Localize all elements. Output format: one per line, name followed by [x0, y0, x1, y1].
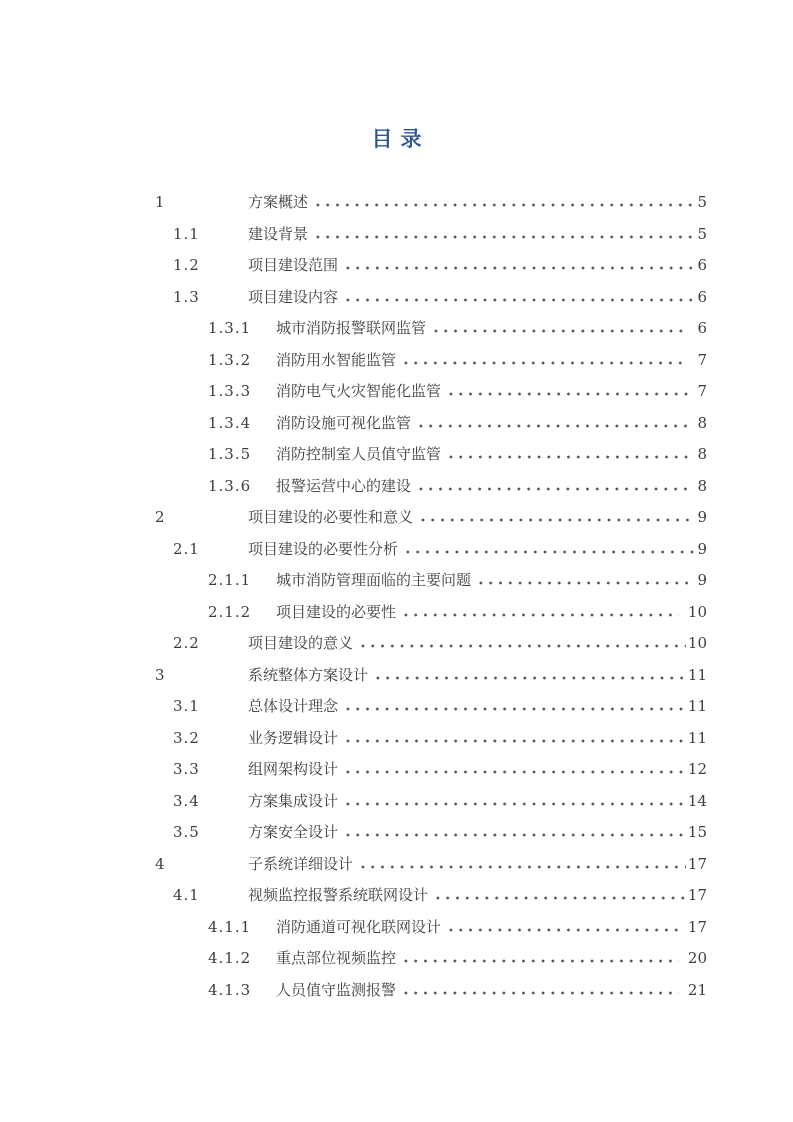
toc-entry-title: 业务逻辑设计 [248, 728, 339, 747]
dot-leader [433, 896, 686, 900]
toc-entry-page: 8 [697, 476, 707, 495]
toc-entry-title: 消防用水智能监管 [276, 350, 397, 369]
toc-row[interactable] [0, 187, 793, 219]
toc-title: 目录 [371, 126, 430, 151]
toc-entry-title: 项目建设的必要性 [276, 602, 397, 621]
toc-entry-page: 20 [687, 949, 707, 967]
toc-entry-number: 1.2 [173, 256, 200, 274]
dot-leader [401, 991, 679, 995]
dot-leader [446, 392, 688, 396]
toc-entry-number: 2.1.1 [208, 571, 252, 589]
toc-row[interactable] [0, 786, 793, 818]
toc-list [0, 187, 793, 1006]
toc-row[interactable] [0, 943, 793, 975]
toc-entry-page: 5 [697, 193, 707, 211]
toc-entry-page: 11 [687, 665, 707, 684]
toc-entry-number: 4.1.2 [208, 949, 252, 967]
toc-row[interactable] [0, 754, 793, 786]
dot-leader [418, 518, 695, 522]
toc-entry-page: 9 [697, 508, 707, 526]
toc-row[interactable] [0, 912, 793, 944]
dot-leader [403, 550, 695, 554]
toc-entry-title: 视频监控报警系统联网设计 [248, 886, 429, 904]
toc-entry-title: 重点部位视频监控 [276, 949, 397, 967]
dot-leader [313, 235, 695, 239]
toc-entry-number: 4 [155, 854, 166, 873]
toc-entry-number: 4.1.3 [208, 980, 252, 999]
toc-row[interactable] [0, 219, 793, 251]
toc-entry-number: 1.3.3 [208, 382, 252, 400]
toc-entry-title: 消防控制室人员值守监管 [276, 445, 442, 463]
toc-entry-number: 1.3.6 [208, 476, 252, 495]
toc-row[interactable] [0, 660, 793, 692]
toc-entry-page: 11 [687, 697, 707, 715]
toc-row[interactable] [0, 691, 793, 723]
toc-row[interactable] [0, 408, 793, 440]
toc-entry-number: 2.2 [173, 634, 200, 652]
toc-entry-number: 1.3.4 [208, 413, 252, 432]
toc-entry-title: 总体设计理念 [248, 697, 339, 715]
toc-row[interactable] [0, 597, 793, 629]
dot-leader [313, 203, 695, 207]
toc-entry-title: 报警运营中心的建设 [276, 476, 412, 495]
toc-entry-page: 17 [687, 886, 707, 904]
toc-entry-page: 10 [687, 634, 707, 652]
toc-row[interactable] [0, 565, 793, 597]
toc-entry-page: 6 [697, 319, 707, 337]
toc-entry-number: 3.2 [173, 728, 200, 747]
dot-leader [358, 865, 686, 869]
toc-entry-number: 3 [155, 665, 166, 684]
dot-leader [431, 329, 688, 333]
toc-entry-page: 9 [697, 539, 707, 558]
toc-entry-number: 1 [155, 193, 166, 211]
dot-leader [401, 613, 679, 617]
toc-entry-number: 4.1.1 [208, 917, 252, 936]
toc-entry-number: 1.3.1 [208, 319, 252, 337]
dot-leader [343, 707, 686, 711]
toc-entry-page: 8 [697, 445, 707, 463]
toc-entry-page: 11 [687, 728, 707, 747]
dot-leader [401, 361, 688, 365]
dot-leader [446, 455, 688, 459]
toc-entry-page: 15 [687, 823, 707, 841]
toc-entry-page: 10 [687, 602, 707, 621]
toc-row[interactable] [0, 439, 793, 471]
toc-row[interactable] [0, 376, 793, 408]
toc-entry-number: 3.5 [173, 823, 200, 841]
toc-entry-title: 人员值守监测报警 [276, 980, 397, 999]
toc-entry-number: 1.3.2 [208, 350, 252, 369]
toc-row[interactable] [0, 313, 793, 345]
toc-entry-number: 1.3 [173, 287, 200, 306]
toc-entry-number: 2.1 [173, 539, 200, 558]
toc-entry-title: 方案概述 [248, 193, 309, 211]
toc-row[interactable] [0, 723, 793, 755]
dot-leader [343, 833, 686, 837]
toc-entry-title: 消防通道可视化联网设计 [276, 917, 442, 936]
toc-entry-page: 8 [697, 413, 707, 432]
toc-entry-title: 方案安全设计 [248, 823, 339, 841]
toc-entry-page: 7 [697, 350, 707, 369]
toc-entry-page: 14 [687, 791, 707, 810]
toc-entry-number: 3.1 [173, 697, 200, 715]
toc-entry-page: 6 [697, 287, 707, 306]
toc-entry-title: 项目建设范围 [248, 256, 339, 274]
toc-entry-title: 城市消防报警联网监管 [276, 319, 427, 337]
toc-row[interactable] [0, 471, 793, 503]
toc-entry-number: 2.1.2 [208, 602, 252, 621]
dot-leader [343, 802, 686, 806]
toc-row[interactable] [0, 975, 793, 1007]
toc-entry-title: 项目建设内容 [248, 287, 339, 306]
dot-leader [416, 424, 688, 428]
toc-row[interactable] [0, 502, 793, 534]
dot-leader [358, 644, 686, 648]
dot-leader [343, 739, 686, 743]
toc-entry-title: 消防电气火灾智能化监管 [276, 382, 442, 400]
toc-row[interactable] [0, 880, 793, 912]
toc-row[interactable] [0, 250, 793, 282]
toc-row[interactable] [0, 817, 793, 849]
toc-entry-number: 3.4 [173, 791, 200, 810]
toc-entry-number: 4.1 [173, 886, 200, 904]
toc-row[interactable] [0, 345, 793, 377]
toc-entry-title: 消防设施可视化监管 [276, 413, 412, 432]
dot-leader [446, 928, 679, 932]
toc-entry-number: 1.1 [173, 224, 200, 243]
toc-row[interactable] [0, 628, 793, 660]
dot-leader [416, 487, 688, 491]
toc-entry-page: 9 [697, 571, 707, 589]
toc-entry-page: 17 [687, 917, 707, 936]
toc-entry-number: 1.3.5 [208, 445, 252, 463]
toc-entry-title: 项目建设的必要性分析 [248, 539, 399, 558]
dot-leader [373, 676, 686, 680]
toc-entry-number: 3.3 [173, 760, 200, 778]
toc-entry-page: 6 [697, 256, 707, 274]
toc-entry-page: 12 [687, 760, 707, 778]
dot-leader [476, 581, 688, 585]
toc-entry-page: 21 [687, 980, 707, 999]
toc-entry-title: 城市消防管理面临的主要问题 [276, 571, 472, 589]
toc-entry-title: 建设背景 [248, 224, 309, 243]
toc-entry-title: 系统整体方案设计 [248, 665, 369, 684]
toc-row[interactable] [0, 282, 793, 314]
toc-row[interactable] [0, 534, 793, 566]
dot-leader [343, 298, 695, 302]
dot-leader [401, 959, 679, 963]
dot-leader [343, 266, 695, 270]
toc-entry-page: 17 [687, 854, 707, 873]
toc-entry-number: 2 [155, 508, 166, 526]
toc-entry-title: 方案集成设计 [248, 791, 339, 810]
dot-leader [343, 770, 686, 774]
toc-row[interactable] [0, 849, 793, 881]
toc-entry-page: 7 [697, 382, 707, 400]
toc-entry-title: 组网架构设计 [248, 760, 339, 778]
toc-entry-title: 项目建设的必要性和意义 [248, 508, 414, 526]
toc-entry-title: 项目建设的意义 [248, 634, 354, 652]
toc-entry-page: 5 [697, 224, 707, 243]
toc-entry-title: 子系统详细设计 [248, 854, 354, 873]
